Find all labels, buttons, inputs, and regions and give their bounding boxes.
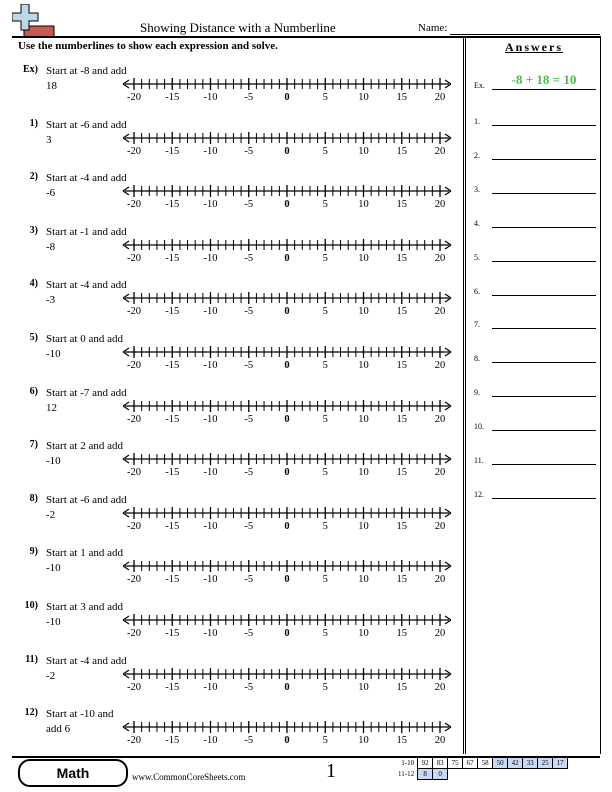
tick-label: -5 <box>244 413 254 425</box>
website-link[interactable]: www.CommonCoreSheets.com <box>132 772 246 782</box>
tick-label: 20 <box>434 413 446 425</box>
tick-label: 0 <box>284 306 290 318</box>
answer-row <box>474 483 598 499</box>
problem-text: Start at -4 and add -3 <box>46 279 127 307</box>
tick-label: -5 <box>244 252 254 264</box>
problem-number: 12) <box>24 707 38 719</box>
answer-label: 12. <box>474 489 484 499</box>
tick-label: -20 <box>127 467 141 479</box>
tick-label: -20 <box>127 145 141 157</box>
tick-label: -10 <box>203 306 218 318</box>
tick-label: -15 <box>165 681 180 693</box>
tick-label: 10 <box>358 413 369 425</box>
tick-label: -15 <box>165 735 180 747</box>
problem-number: 7) <box>29 439 38 451</box>
tick-label: -15 <box>165 413 180 425</box>
answer-field[interactable] <box>492 125 596 126</box>
tick-label: 0 <box>284 628 290 639</box>
tick-label: -10 <box>203 467 218 479</box>
score-cell: 67 <box>463 758 478 769</box>
score-cell: 8 <box>418 769 433 780</box>
tick-label: -10 <box>203 413 218 425</box>
tick-label: 0 <box>284 735 290 747</box>
tick-label: -10 <box>203 360 218 371</box>
tick-label: -5 <box>244 681 254 693</box>
page-number: 1 <box>326 760 336 782</box>
answer-row <box>474 74 598 90</box>
answer-value: -8 + 18 = 10 <box>511 72 577 87</box>
tick-label: -20 <box>127 252 141 264</box>
answer-row <box>474 246 598 262</box>
answer-field[interactable] <box>492 464 596 465</box>
answer-row <box>474 144 598 160</box>
problem-number: 11) <box>25 653 38 665</box>
answer-field[interactable] <box>492 193 596 194</box>
number-line[interactable] <box>122 231 452 271</box>
tick-label: 15 <box>396 681 407 693</box>
page-title: Showing Distance with a Numberline <box>140 20 336 35</box>
answer-label: 8. <box>474 354 480 364</box>
tick-label: -20 <box>127 574 141 586</box>
answer-label: 2. <box>474 150 480 160</box>
tick-label: 20 <box>434 574 446 586</box>
tick-label: -15 <box>165 145 180 157</box>
answer-label: 10. <box>474 422 484 432</box>
problem-number: 5) <box>29 332 38 343</box>
tick-label: 15 <box>396 574 407 586</box>
answer-label: 11. <box>474 456 484 465</box>
tick-label: -10 <box>203 735 218 747</box>
answer-field[interactable] <box>492 227 596 228</box>
problem-item <box>12 491 462 543</box>
answer-label: 5. <box>474 252 480 262</box>
answer-field[interactable] <box>492 430 596 431</box>
tick-label: 10 <box>358 145 369 157</box>
tick-label: 20 <box>434 145 446 157</box>
tick-label: 5 <box>322 306 328 318</box>
tick-label: -10 <box>203 574 218 586</box>
problem-item <box>12 544 462 596</box>
tick-label: -5 <box>244 306 254 318</box>
answer-row <box>474 178 598 194</box>
tick-label: 15 <box>396 92 407 103</box>
tick-label: -5 <box>244 735 254 747</box>
tick-label: 10 <box>358 92 369 103</box>
tick-label: 5 <box>322 467 328 479</box>
answer-row <box>474 110 598 126</box>
tick-label: -10 <box>203 681 218 693</box>
tick-label: -5 <box>244 145 254 157</box>
tick-label: -5 <box>244 199 254 211</box>
answer-row <box>474 347 598 363</box>
tick-label: 15 <box>396 735 407 747</box>
tick-label: 5 <box>322 92 328 103</box>
tick-label: 10 <box>358 735 369 747</box>
tick-label: 15 <box>396 520 407 532</box>
answer-label: 4. <box>474 218 480 228</box>
number-line[interactable] <box>122 338 452 378</box>
tick-label: 0 <box>284 145 290 157</box>
tick-label: 5 <box>322 628 328 639</box>
problem-text: Start at -4 and add -2 <box>46 654 127 682</box>
problem-text: Start at -10 and add 6 <box>46 708 114 736</box>
tick-label: -15 <box>165 467 180 479</box>
score-row <box>396 769 568 780</box>
tick-label: -10 <box>203 520 218 532</box>
problem-text: Start at 3 and add -10 <box>46 601 123 628</box>
tick-label: -20 <box>127 735 141 747</box>
score-cell: 58 <box>478 758 493 769</box>
tick-label: -10 <box>203 199 218 211</box>
score-cell: 33 <box>523 758 538 769</box>
answers-title: Answers <box>505 40 563 54</box>
score-cell: 25 <box>538 758 553 769</box>
tick-label: 20 <box>434 306 446 318</box>
name-field[interactable] <box>450 34 600 35</box>
problem-item <box>12 330 462 382</box>
problem-item <box>12 598 462 650</box>
problem-item <box>12 276 462 328</box>
problem-number: 3) <box>29 224 38 236</box>
problem-number: 10) <box>24 600 38 611</box>
answer-field[interactable] <box>492 362 596 363</box>
problem-text: Start at -6 and add -2 <box>46 493 127 521</box>
tick-label: 5 <box>322 199 328 211</box>
number-line[interactable] <box>122 713 452 753</box>
tick-label: 5 <box>322 520 328 532</box>
number-line[interactable] <box>122 284 452 324</box>
number-line[interactable] <box>122 552 452 592</box>
problem-number: 8) <box>29 492 38 504</box>
answer-row <box>474 415 598 431</box>
tick-label: -15 <box>165 252 180 264</box>
score-table <box>396 757 568 780</box>
problem-number: 4) <box>29 278 38 290</box>
tick-label: -5 <box>244 360 254 371</box>
tick-label: -5 <box>244 520 254 532</box>
number-line[interactable] <box>122 124 452 164</box>
tick-label: 0 <box>284 467 290 479</box>
problem-text: Start at -4 and add -6 <box>46 172 127 200</box>
tick-label: 15 <box>396 413 407 425</box>
tick-label: 0 <box>284 252 290 264</box>
problem-item <box>12 705 462 757</box>
logo-plus-icon <box>12 4 56 38</box>
tick-label: 10 <box>358 574 369 586</box>
tick-label: -20 <box>127 306 141 318</box>
answer-label: 9. <box>474 388 480 398</box>
score-cell: 50 <box>493 758 508 769</box>
score-cell: 42 <box>508 758 523 769</box>
tick-label: 20 <box>434 252 446 264</box>
number-line[interactable] <box>122 660 452 700</box>
tick-label: -10 <box>203 628 218 639</box>
tick-label: 0 <box>284 92 290 103</box>
answer-field[interactable] <box>492 89 596 90</box>
tick-label: 10 <box>358 681 369 693</box>
problem-text: Start at -8 and add 18 <box>46 65 127 92</box>
number-line[interactable] <box>122 445 452 485</box>
tick-label: 15 <box>396 467 407 479</box>
answer-label: 7. <box>474 320 480 330</box>
tick-label: -20 <box>127 520 141 532</box>
tick-label: -20 <box>127 199 141 211</box>
tick-label: 0 <box>284 199 290 211</box>
problem-item <box>12 116 462 168</box>
tick-label: -5 <box>244 574 254 586</box>
score-row-label: 1-10 <box>401 759 415 767</box>
tick-label: 10 <box>358 306 369 318</box>
number-line[interactable] <box>122 606 452 646</box>
name-label: Name: <box>418 22 448 34</box>
problem-item <box>12 223 462 275</box>
problem-item <box>12 62 462 114</box>
problem-item <box>12 652 462 704</box>
tick-label: 20 <box>434 520 446 532</box>
problem-item <box>12 169 462 221</box>
tick-label: -10 <box>203 145 218 157</box>
problem-text: Start at 1 and add -10 <box>46 547 123 575</box>
tick-label: 0 <box>284 360 290 371</box>
column-divider <box>463 36 466 754</box>
problem-number: 9) <box>29 546 38 558</box>
tick-label: 0 <box>284 574 290 586</box>
answer-row <box>474 313 598 329</box>
score-row-label: 11-12 <box>398 770 415 778</box>
score-cell: 0 <box>433 769 448 780</box>
problem-text: Start at -6 and add 3 <box>46 118 127 146</box>
tick-label: 10 <box>358 199 369 211</box>
problem-text: Start at -1 and add -8 <box>46 225 127 253</box>
tick-label: -5 <box>244 467 254 479</box>
problem-number: 1) <box>29 117 38 129</box>
tick-label: 0 <box>284 413 290 425</box>
tick-label: -20 <box>127 628 141 639</box>
answer-field[interactable] <box>492 396 596 397</box>
answer-field[interactable] <box>492 295 596 296</box>
tick-label: -20 <box>127 360 141 371</box>
problem-number: Ex) <box>23 64 38 75</box>
problem-number: 2) <box>29 171 38 183</box>
problem-item <box>12 437 462 489</box>
tick-label: 10 <box>358 467 369 479</box>
tick-label: 15 <box>396 145 407 157</box>
score-cell: 75 <box>448 758 463 769</box>
number-line[interactable] <box>122 70 452 110</box>
tick-label: 15 <box>396 252 407 264</box>
tick-label: 5 <box>322 681 328 693</box>
subject-badge: Math <box>18 759 128 787</box>
tick-label: -20 <box>127 413 141 425</box>
tick-label: -10 <box>203 92 218 103</box>
tick-label: -15 <box>165 199 180 211</box>
tick-label: 0 <box>284 520 290 532</box>
problem-text: Start at 2 and add -10 <box>46 440 123 468</box>
answer-field[interactable] <box>492 159 596 160</box>
tick-label: 15 <box>396 199 407 211</box>
answer-row <box>474 449 598 465</box>
tick-label: -20 <box>127 681 141 693</box>
score-cell: 83 <box>433 758 448 769</box>
tick-label: -15 <box>165 360 180 371</box>
tick-label: 0 <box>284 681 290 693</box>
tick-label: 10 <box>358 520 369 532</box>
tick-label: -15 <box>165 520 180 532</box>
tick-label: -20 <box>127 92 141 103</box>
answer-label: Ex. <box>474 81 485 90</box>
answer-row <box>474 280 598 296</box>
answer-label: 6. <box>474 286 480 296</box>
problem-item <box>12 384 462 436</box>
tick-label: 10 <box>358 628 369 639</box>
tick-label: 10 <box>358 252 369 264</box>
tick-label: -15 <box>165 92 180 103</box>
answer-label: 1. <box>474 117 480 126</box>
tick-label: 20 <box>434 628 446 639</box>
answer-label: 3. <box>474 184 480 194</box>
tick-label: -15 <box>165 628 180 639</box>
number-line[interactable] <box>122 177 452 217</box>
tick-label: -15 <box>165 306 180 318</box>
answer-field[interactable] <box>492 261 596 262</box>
tick-label: -5 <box>244 92 254 103</box>
instructions: Use the numberlines to show each expression and solve. <box>18 40 278 52</box>
tick-label: 15 <box>396 360 407 371</box>
tick-label: 15 <box>396 628 407 639</box>
answer-row <box>474 381 598 397</box>
tick-label: 20 <box>434 467 446 479</box>
tick-label: -5 <box>244 628 254 639</box>
tick-label: 5 <box>322 574 328 586</box>
problem-text: Start at -7 and add 12 <box>46 386 127 414</box>
tick-label: 20 <box>434 92 446 103</box>
answer-field[interactable] <box>492 498 596 499</box>
tick-label: 5 <box>322 252 328 264</box>
tick-label: -10 <box>203 252 218 264</box>
answer-field[interactable] <box>492 328 596 329</box>
number-line[interactable] <box>122 499 452 539</box>
score-cell: 17 <box>553 758 568 769</box>
tick-label: 5 <box>322 413 328 425</box>
answer-row <box>474 212 598 228</box>
tick-label: 20 <box>434 360 446 371</box>
tick-label: -15 <box>165 574 180 586</box>
score-row <box>396 758 568 769</box>
tick-label: 10 <box>358 360 369 371</box>
problem-text: Start at 0 and add -10 <box>46 333 123 360</box>
tick-label: 15 <box>396 306 407 318</box>
tick-label: 5 <box>322 360 328 371</box>
tick-label: 20 <box>434 735 446 747</box>
problem-number: 6) <box>29 385 38 397</box>
tick-label: 20 <box>434 199 446 211</box>
number-line[interactable] <box>122 392 452 432</box>
tick-label: 5 <box>322 145 328 157</box>
tick-label: 5 <box>322 735 328 747</box>
score-cell: 92 <box>418 758 433 769</box>
tick-label: 20 <box>434 681 446 693</box>
